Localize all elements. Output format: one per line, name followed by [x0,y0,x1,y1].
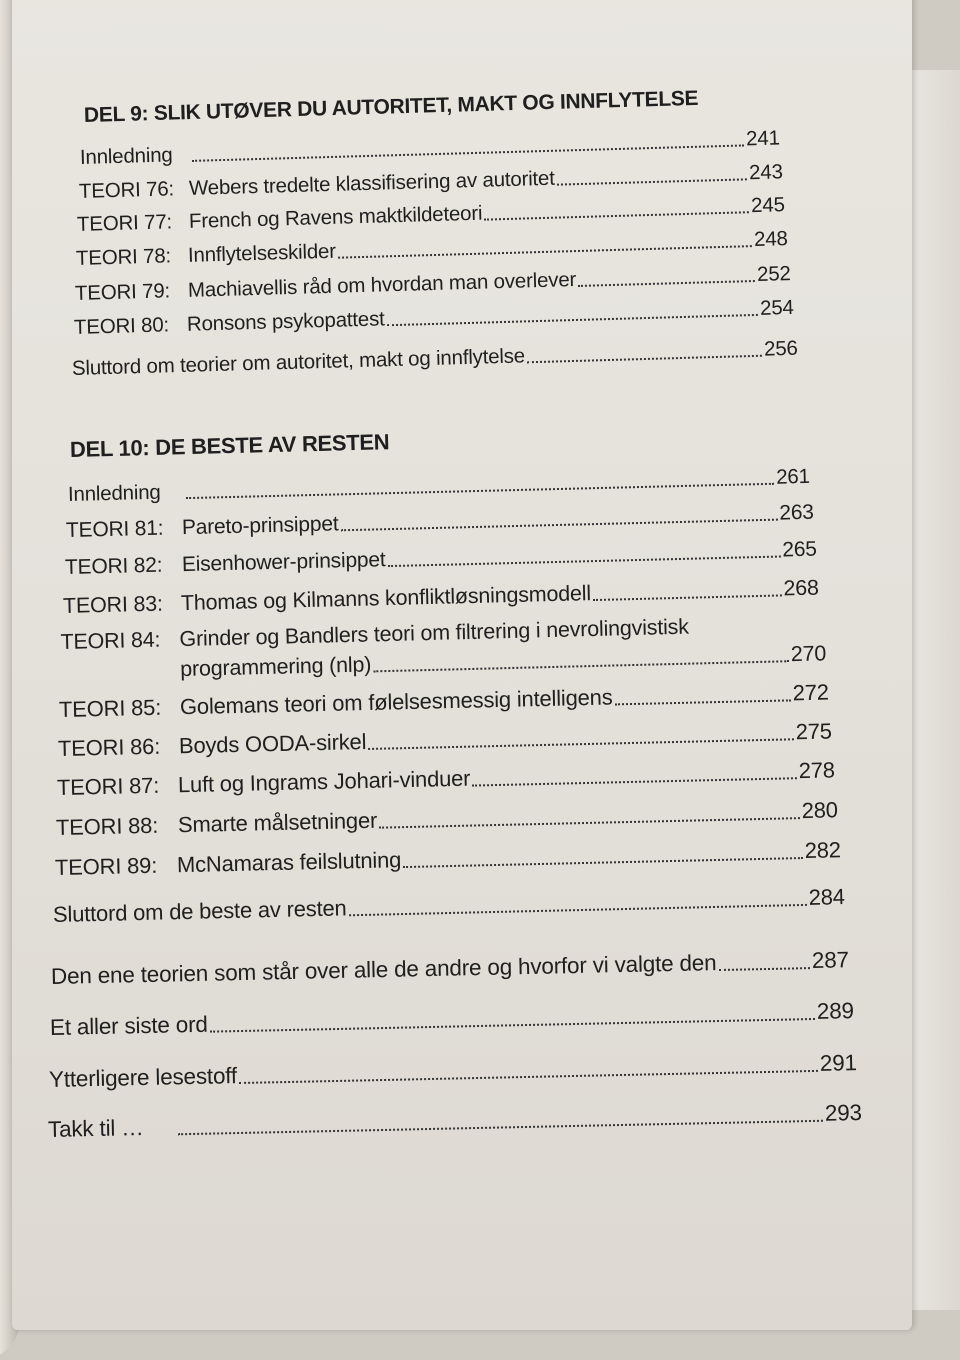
page-number: 268 [783,575,820,601]
page-number: 241 [745,126,781,151]
leader-dots [338,245,752,259]
page-number: 265 [782,537,818,562]
toc-entry [57,757,835,801]
page-number: 282 [804,837,842,863]
page-number: 263 [779,500,815,525]
leader-dots [178,1120,823,1136]
toc-entry [68,465,810,507]
leader-dots [388,556,781,568]
leader-dots [387,314,759,326]
entry-label: Innledning [79,143,173,169]
page-number: 243 [748,160,784,185]
entry-label: TEORI 77: [76,210,173,236]
page-number: 252 [756,262,792,286]
leader-dots [484,211,749,220]
leader-dots [403,857,803,868]
page-number: 278 [798,757,836,784]
entry-title: Takk til … [47,1115,144,1142]
toc-backmatter-entry [49,1050,857,1093]
page-number: 270 [790,641,827,667]
toc-backmatter-entry [51,947,849,990]
entry-title-continued: programmering (nlp) [179,652,372,682]
toc-entry [63,576,819,619]
page-number: 254 [759,295,795,320]
leader-dots [527,355,762,364]
entry-label: TEORI 84: [60,627,161,655]
entry-title: Machiavellis råd om hvordan man overlever [187,268,577,302]
entry-title: Innflytelseskilder [187,239,337,267]
entry-label: TEORI 82: [64,553,163,579]
page-number: 245 [750,193,786,218]
entry-title: Et aller siste ord [49,1011,208,1040]
entry-title: Boyds OODA-sirkel [178,729,367,759]
part-10-heading: DEL 10: DE BESTE AV RESTEN [69,429,390,462]
leader-dots [192,144,744,161]
toc-entry [55,837,841,881]
entry-label: TEORI 79: [74,279,171,305]
entry-title: French og Ravens maktkildeteori [188,201,483,233]
toc-entry-two-line [60,611,827,692]
leader-dots [239,1070,818,1084]
page-number: 248 [753,227,789,252]
entry-title: Eisenhower-prinsippet [181,548,386,577]
leader-dots [368,738,794,750]
entry-title: Grinder og Bandlers teori om filtrering i nevrolingvistisk [179,614,690,652]
entry-title: Thomas og Kilmanns konfliktløsningsmodell [180,581,592,616]
entry-title: Sluttord om teorier om autoritet, makt og innflytelse [71,344,526,380]
leader-dots [593,594,782,601]
entry-title: Ytterligere lesestoff [48,1063,238,1092]
toc-entry [66,501,814,543]
page-number: 289 [816,998,855,1024]
entry-title: Webers tredelte klassifisering av autoritet [188,166,556,200]
leader-dots [210,1018,815,1033]
leader-dots [557,178,747,185]
entry-label: TEORI 83: [62,591,164,618]
leader-dots [472,777,796,786]
entry-label: TEORI 86: [57,733,161,761]
page-number: 275 [795,718,833,745]
toc-entry [56,797,838,841]
toc-entry [65,538,817,580]
page-number: 272 [792,679,830,706]
leader-dots [349,904,807,916]
toc-closing-entry [53,884,845,928]
leader-dots [379,817,800,829]
page-number: 280 [801,797,839,824]
page-number: 261 [775,464,811,489]
page-number: 284 [808,884,846,910]
entry-title: Luft og Ingrams Johari-vinduer [177,765,471,798]
page-number: 293 [824,1099,863,1126]
entry-title: Smarte målsetninger [177,807,378,838]
entry-title: Den ene teorien som står over alle de andre og hvorfor vi valgte den [50,950,717,989]
toc-closing-entry [72,337,798,381]
entry-label: TEORI 80: [73,313,170,339]
toc-backmatter-entry [48,1100,862,1143]
entry-title: Pareto-prinsippet [181,512,339,540]
leader-dots [373,660,789,672]
entry-label: TEORI 89: [54,852,158,880]
entry-title: Ronsons psykopattest [186,307,385,336]
entry-label: TEORI 87: [56,772,160,800]
entry-title: Sluttord om de beste av resten [52,895,347,927]
entry-title: Golemans teori om følelsesmessig intelligens [179,684,613,720]
entry-label: TEORI 81: [65,516,164,542]
page-number: 291 [819,1050,858,1076]
entry-title: McNamaras feilslutning [176,847,402,878]
entry-label: TEORI 78: [75,244,172,270]
part-9-heading: DEL 9: SLIK UTØVER DU AUTORITET, MAKT OG INNFLYTELSE [83,86,699,127]
page-number: 256 [763,336,799,361]
toc-backmatter-entry [50,998,854,1041]
entry-label: TEORI 88: [55,812,159,840]
leader-dots [186,483,774,499]
entry-label: Innledning [67,480,161,506]
page-number: 287 [811,947,850,974]
toc-entry [58,718,832,762]
entry-label: TEORI 76: [78,177,175,203]
leader-dots [578,280,755,287]
entry-label: TEORI 85: [58,694,162,722]
leader-dots [719,967,811,971]
leader-dots [341,519,778,532]
leader-dots [615,699,791,705]
